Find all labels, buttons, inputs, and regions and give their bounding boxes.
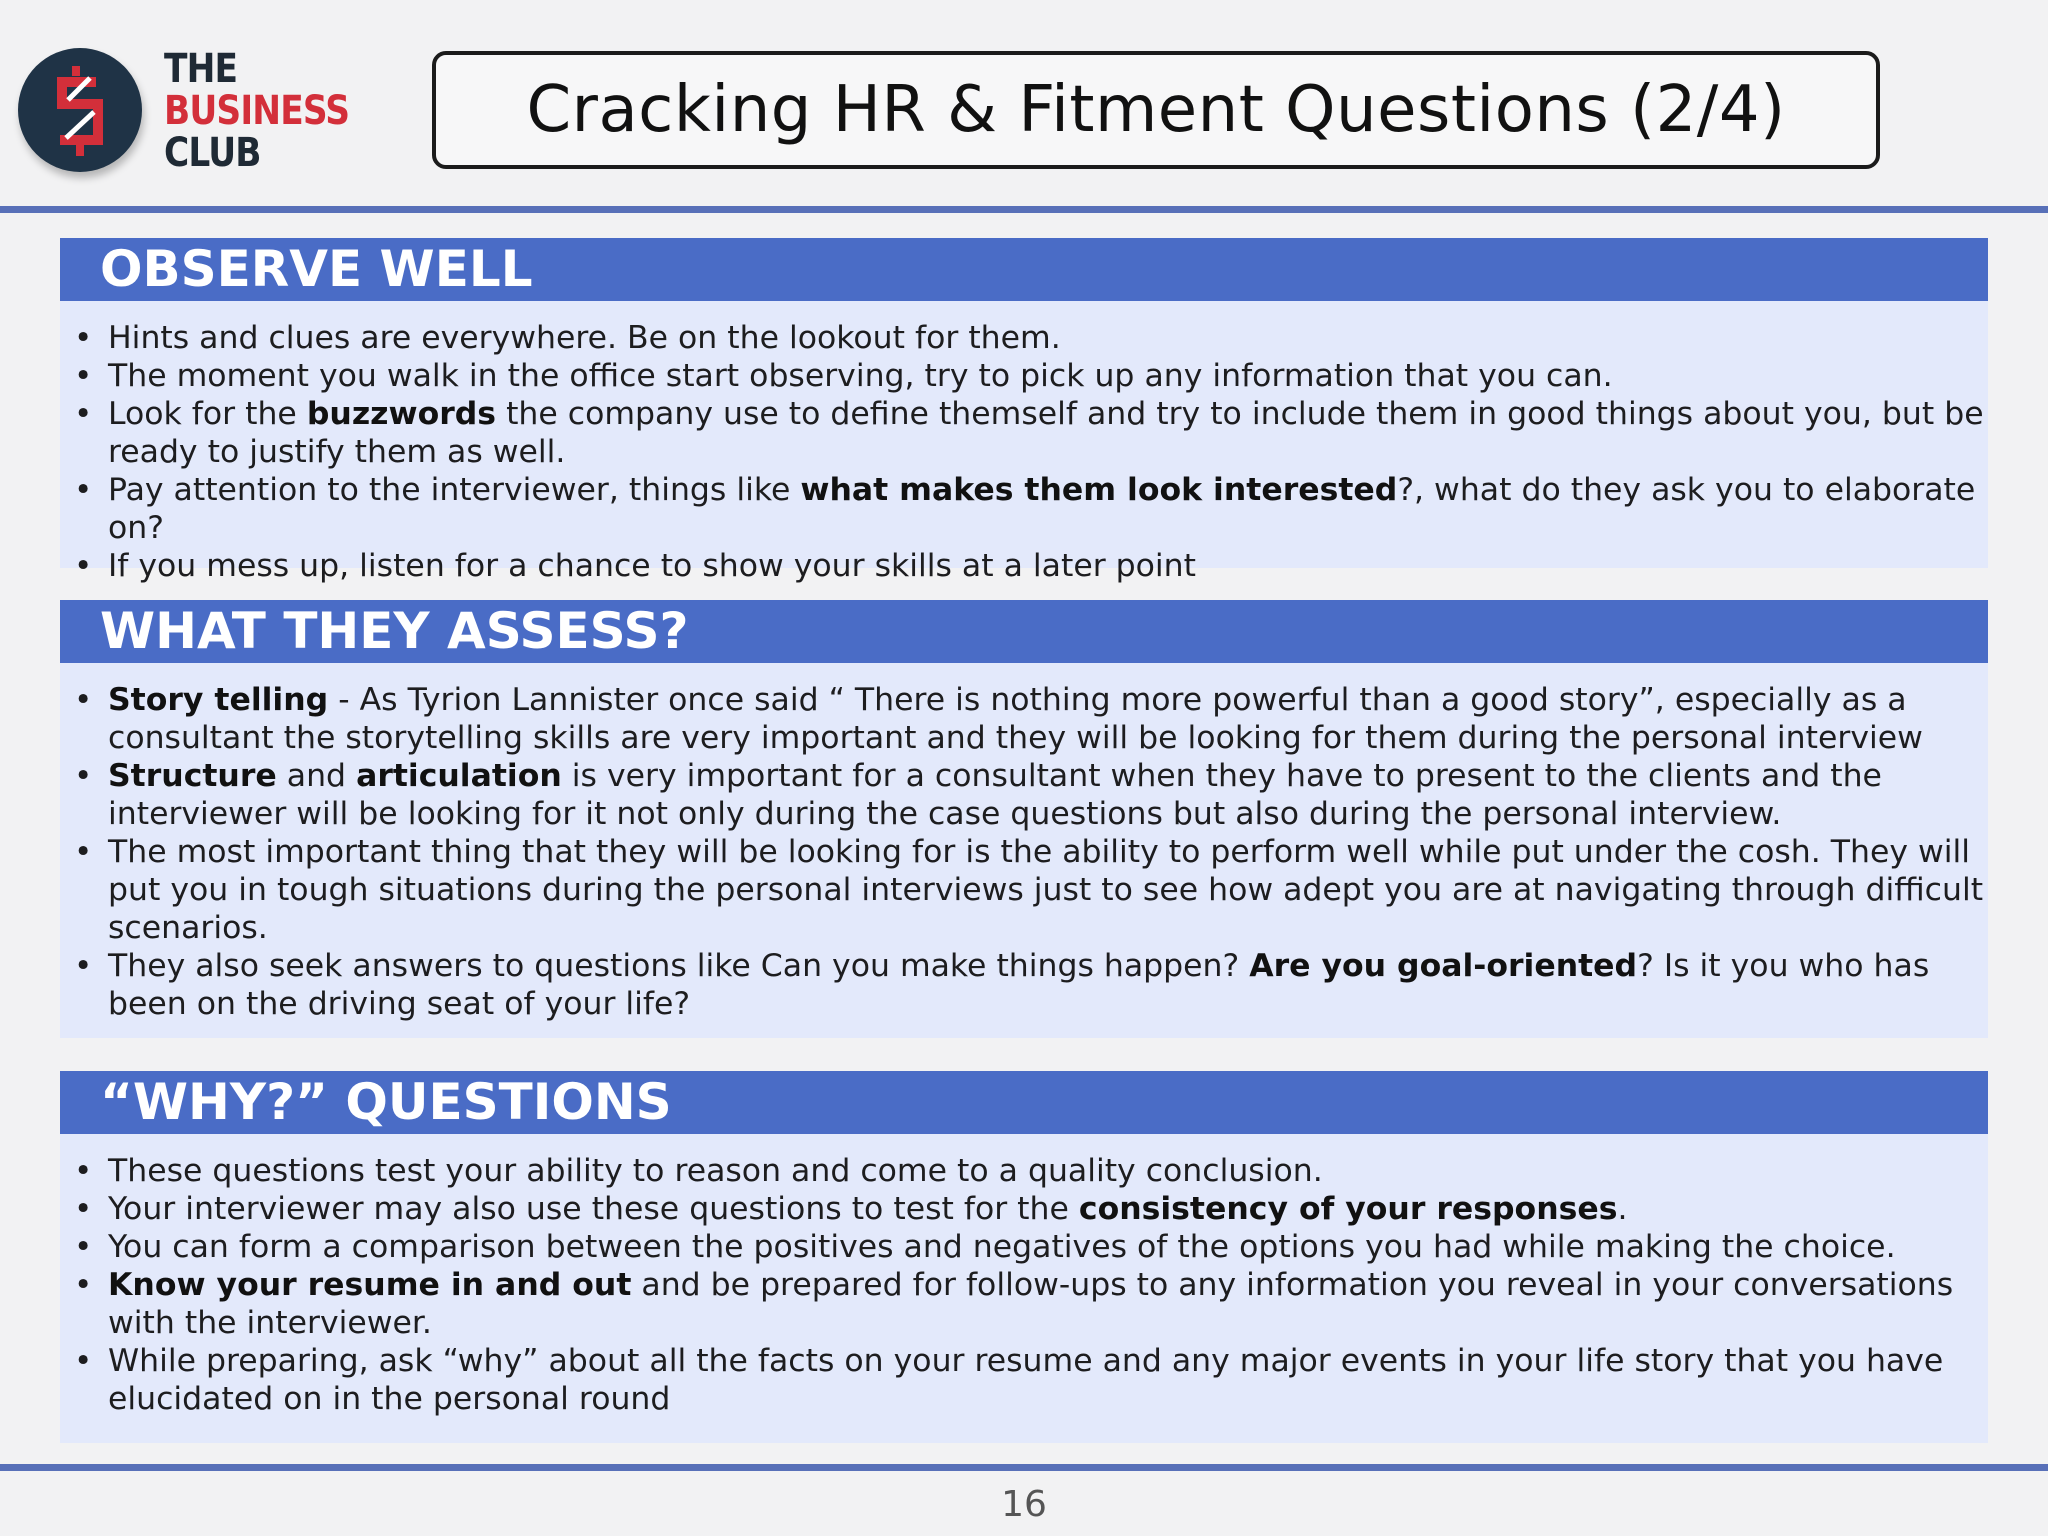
text-run: If you mess up, listen for a chance to show your skills at a later point: [108, 548, 1196, 584]
bullet-item: [108, 1342, 1988, 1418]
brand-line-2: BUSINESS: [164, 88, 350, 134]
bold-text: what makes them look interested: [800, 472, 1398, 508]
text-run: and: [276, 758, 357, 794]
dollar-s-icon: [18, 48, 142, 172]
section-why-questions: [60, 1071, 1988, 1443]
top-divider: [0, 206, 2048, 213]
text-run: Pay attention to the interviewer, things like: [108, 472, 801, 508]
bold-text: buzzwords: [306, 396, 497, 432]
text-run: You can form a comparison between the positives and negatives of the options you had while making the choice.: [108, 1229, 1896, 1265]
text-run: The most important thing that they will be looking for is the ability to perform well while put under the cosh. They will put you in tough situations during the personal interviews just to see how adept you are at navigating through difficult scenarios.: [108, 834, 1984, 946]
section-heading: WHAT THEY ASSESS?: [60, 600, 1988, 663]
text-run: The moment you walk in the office start observing, try to pick up any information that you can.: [108, 358, 1613, 394]
bottom-divider: [0, 1464, 2048, 1471]
bold-text: Know your resume in and out: [108, 1267, 632, 1303]
bullet-list: [60, 301, 1988, 597]
bullet-item: [108, 471, 1988, 547]
text-run: is very important for a consultant when they have to present to the clients and the interviewer will be looking for it not only during the case questions but also during the personal interview.: [108, 758, 1882, 832]
bullet-item: [108, 319, 1988, 357]
text-run: These questions test your ability to reason and come to a quality conclusion.: [108, 1153, 1323, 1189]
bullet-item: [108, 1152, 1988, 1190]
bullet-list: [60, 663, 1988, 1035]
section-heading: “WHY?” QUESTIONS: [60, 1071, 1988, 1134]
brand-wordmark: [164, 48, 349, 174]
bold-text: articulation: [356, 758, 562, 794]
bold-text: Are you goal-oriented: [1249, 948, 1638, 984]
bullet-item: [108, 1266, 1988, 1342]
brand-line-3: CLUB: [164, 130, 261, 176]
bold-text: Structure: [108, 758, 277, 794]
bullet-list: [60, 1134, 1988, 1430]
brand-logo: [18, 46, 350, 188]
brand-line-1: THE: [164, 46, 238, 92]
bullet-item: [108, 1228, 1988, 1266]
text-run: Hints and clues are everywhere. Be on the lookout for them.: [108, 320, 1061, 356]
bullet-item: [108, 357, 1988, 395]
text-run: They also seek answers to questions like Can you make things happen?: [108, 948, 1250, 984]
section-what-they-assess: [60, 600, 1988, 1038]
bullet-item: [108, 395, 1988, 471]
section-observe-well: [60, 238, 1988, 584]
text-run: - As Tyrion Lannister once said “ There is nothing more powerful than a good story”, especially as a consultant the storytelling skills are very important and they will be looking for them during the personal interview: [108, 682, 1923, 756]
text-run: .: [1617, 1191, 1628, 1227]
page-number: 16: [1001, 1484, 1047, 1525]
bullet-item: [108, 1190, 1988, 1228]
text-run: Look for the: [108, 396, 307, 432]
text-run: While preparing, ask “why” about all the facts on your resume and any major events in your life story that you have elucidated on in the personal round: [108, 1343, 1944, 1417]
section-heading: OBSERVE WELL: [60, 238, 1988, 301]
bullet-item: [108, 833, 1988, 947]
bullet-item: [108, 757, 1988, 833]
text-run: ? Is it you who has been on the driving seat of your life?: [108, 948, 1930, 1022]
bullet-item: [108, 547, 1988, 585]
text-run: the company use to define themself and try to include them in good things about you, but be ready to justify them as well.: [108, 396, 1984, 470]
text-run: ?, what do they ask you to elaborate on?: [108, 472, 1976, 546]
text-run: Your interviewer may also use these questions to test for the: [108, 1191, 1079, 1227]
bold-text: Story telling: [108, 682, 329, 718]
bullet-item: [108, 947, 1988, 1023]
text-run: and be prepared for follow-ups to any information you reveal in your conversations with the interviewer.: [108, 1267, 1954, 1341]
bold-text: consistency of your responses: [1078, 1191, 1618, 1227]
title-box: [432, 51, 1880, 169]
page-title: Cracking HR & Fitment Questions (2/4): [526, 73, 1786, 147]
bullet-item: [108, 681, 1988, 757]
